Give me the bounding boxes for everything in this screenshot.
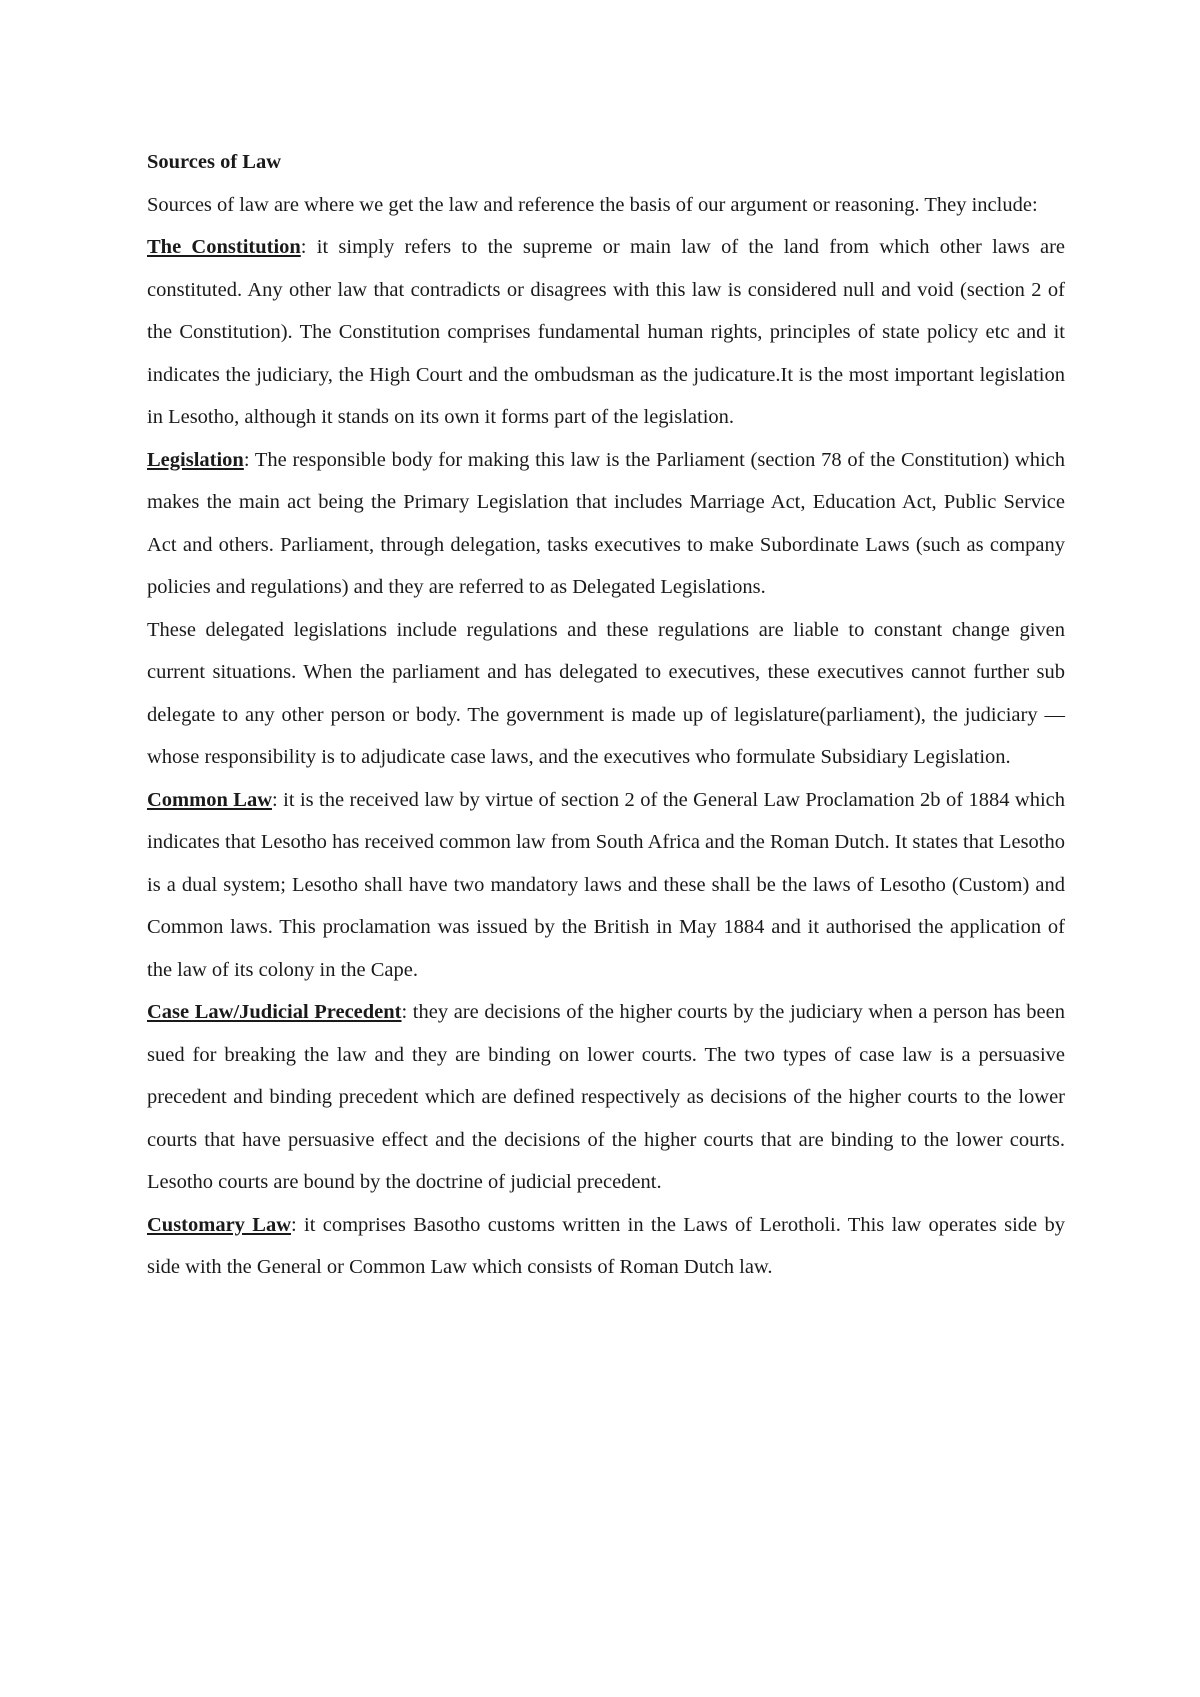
intro-paragraph: Sources of law are where we get the law and reference the basis of our argument or reasoning. They include: <box>147 193 1038 216</box>
document-body <box>147 141 1065 1289</box>
common-law-term: Common Law <box>147 788 273 811</box>
legislation-term: Legislation <box>147 448 244 471</box>
constitution-text: : it simply refers to the supreme or main law of the land from which other laws are constituted. Any other law that contradicts or disagrees with this law is considered null and void (section 2 of the Constitution). The Constitution comprises fundamental human rights, principles of state policy etc and it indicates the judiciary, the High Court and the ombudsman as the judicature.It is the most important legislation in Lesotho, although it stands on its own it forms part of the legislation. <box>147 236 1065 428</box>
case-law-text: : they are decisions of the higher courts by the judiciary when a person has been sued for breaking the law and they are binding on lower courts. The two types of case law is a persuasive precedent and binding precedent which are defined respectively as decisions of the higher courts to the lower courts that have persuasive effect and the decisions of the higher courts that are binding to the lower courts. Lesotho courts are bound by the doctrine of judicial precedent. <box>147 1001 1065 1193</box>
customary-law-paragraph <box>147 1204 1065 1289</box>
legislation-paragraph <box>147 439 1065 609</box>
case-law-term: Case Law/Judicial Precedent <box>147 1001 402 1023</box>
case-law-paragraph <box>147 991 1065 1204</box>
legislation-text: : The responsible body for making this law is the Parliament (section 78 of the Constitution) which makes the main act being the Primary Legislation that includes Marriage Act, Education Act, Public Service Act and others. Parliament, through delegation, tasks executives to make Subordinate Laws (such as company policies and regulations) and they are referred to as Delegated Legislations. <box>147 448 1065 598</box>
constitution-paragraph <box>147 226 1065 439</box>
document-title: Sources of Law <box>147 151 282 173</box>
common-law-paragraph <box>147 779 1065 992</box>
constitution-term: The Constitution <box>147 236 301 258</box>
customary-law-text: : it comprises Basotho customs written in the Laws of Lerotholi. This law operates side by side with the General or Common Law which consists of Roman Dutch law. <box>147 1213 1065 1278</box>
customary-law-term: Customary Law <box>147 1213 291 1236</box>
delegated-legislation-paragraph: These delegated legislations include regulations and these regulations are liable to constant change given current situations. When the parliament and has delegated to executives, these executives cannot further sub delegate to any other person or body. The government is made up of legislature(parliament), the judiciary —whose responsibility is to adjudicate case laws, and the executives who formulate Subsidiary Legislation. <box>147 618 1065 768</box>
common-law-text: : it is the received law by virtue of section 2 of the General Law Proclamation 2b of 1884 which indicates that Lesotho has received common law from South Africa and the Roman Dutch. It states that Lesotho is a dual system; Lesotho shall have two mandatory laws and these shall be the laws of Lesotho (Custom) and Common laws. This proclamation was issued by the British in May 1884 and it authorised the application of the law of its colony in the Cape. <box>147 788 1065 981</box>
